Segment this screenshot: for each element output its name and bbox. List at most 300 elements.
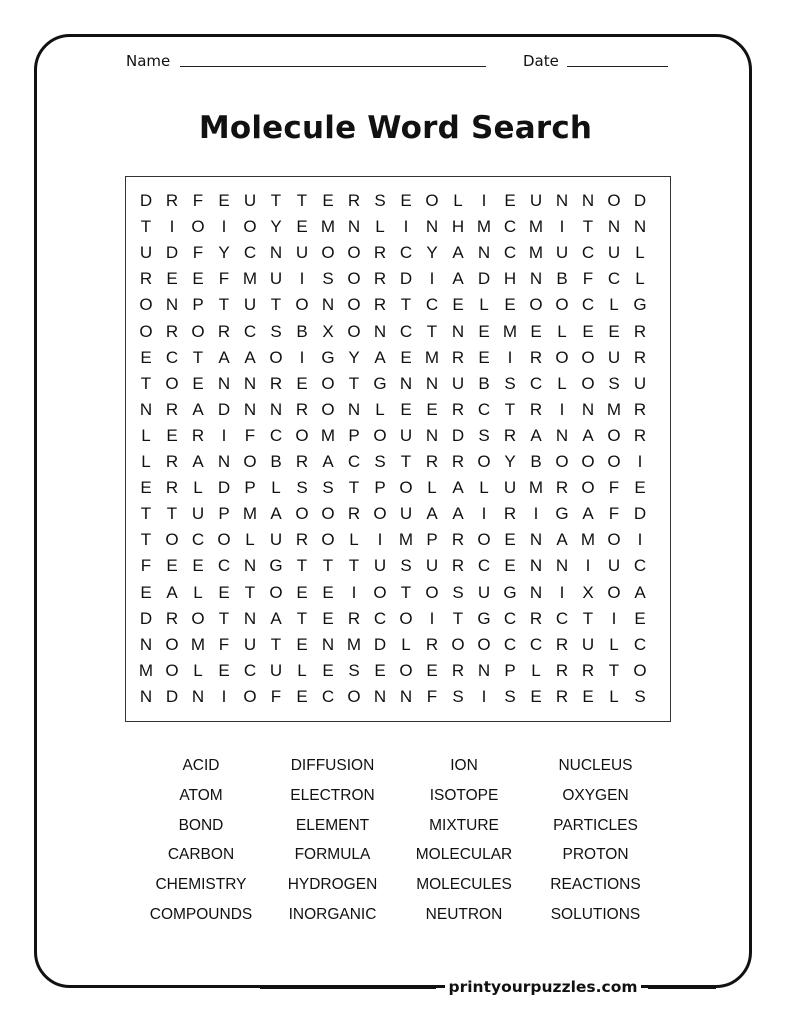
- grid-letter[interactable]: U: [399, 504, 413, 524]
- grid-letter[interactable]: R: [347, 608, 361, 628]
- grid-letter[interactable]: R: [555, 660, 569, 680]
- grid-letter[interactable]: N: [477, 660, 491, 680]
- grid-letter[interactable]: R: [165, 608, 179, 628]
- grid-letter[interactable]: O: [399, 660, 413, 680]
- grid-letter[interactable]: I: [403, 217, 409, 237]
- grid-letter[interactable]: A: [192, 452, 204, 471]
- grid-letter[interactable]: L: [271, 478, 281, 498]
- grid-letter[interactable]: E: [322, 608, 334, 628]
- grid-letter[interactable]: N: [321, 295, 335, 315]
- grid-letter[interactable]: L: [193, 582, 203, 602]
- grid-letter[interactable]: N: [217, 452, 231, 471]
- grid-letter[interactable]: N: [269, 243, 283, 263]
- grid-letter[interactable]: M: [138, 660, 154, 680]
- grid-letter[interactable]: U: [243, 191, 257, 210]
- grid-letter[interactable]: E: [530, 686, 542, 706]
- grid-letter[interactable]: E: [478, 347, 490, 367]
- grid-letter[interactable]: O: [477, 530, 491, 550]
- grid-letter[interactable]: N: [555, 191, 569, 210]
- grid-letter[interactable]: M: [502, 321, 518, 341]
- grid-letter[interactable]: A: [218, 347, 230, 367]
- grid-letter[interactable]: O: [191, 608, 205, 628]
- grid-letter[interactable]: O: [581, 478, 595, 498]
- grid-letter[interactable]: F: [270, 686, 282, 706]
- grid-letter[interactable]: O: [347, 295, 361, 315]
- grid-letter[interactable]: H: [503, 269, 517, 289]
- grid-letter[interactable]: L: [141, 425, 151, 445]
- grid-letter[interactable]: G: [633, 295, 647, 315]
- grid-letter[interactable]: A: [582, 425, 594, 445]
- grid-letter[interactable]: M: [424, 347, 440, 367]
- grid-letter[interactable]: E: [296, 217, 308, 237]
- grid-letter[interactable]: F: [426, 686, 438, 706]
- grid-letter[interactable]: T: [582, 608, 594, 628]
- grid-letter[interactable]: B: [478, 373, 490, 393]
- grid-letter[interactable]: T: [296, 608, 308, 628]
- grid-letter[interactable]: T: [296, 191, 308, 210]
- grid-letter[interactable]: R: [529, 347, 543, 367]
- grid-letter[interactable]: E: [322, 660, 334, 680]
- grid-letter[interactable]: R: [165, 478, 179, 498]
- grid-letter[interactable]: R: [503, 425, 517, 445]
- grid-letter[interactable]: N: [581, 399, 595, 419]
- grid-letter[interactable]: R: [347, 191, 361, 210]
- grid-letter[interactable]: E: [296, 373, 308, 393]
- grid-letter[interactable]: U: [633, 373, 647, 393]
- grid-letter[interactable]: R: [373, 269, 387, 289]
- grid-letter[interactable]: I: [221, 686, 227, 706]
- grid-letter[interactable]: O: [347, 243, 361, 263]
- grid-letter[interactable]: O: [165, 373, 179, 393]
- grid-letter[interactable]: N: [399, 373, 413, 393]
- grid-letter[interactable]: T: [400, 452, 412, 471]
- grid-letter[interactable]: L: [479, 295, 489, 315]
- grid-letter[interactable]: R: [503, 504, 517, 524]
- grid-letter[interactable]: P: [426, 530, 438, 550]
- grid-letter[interactable]: E: [426, 660, 438, 680]
- grid-letter[interactable]: E: [218, 191, 230, 210]
- grid-letter[interactable]: O: [477, 634, 491, 654]
- grid-letter[interactable]: B: [530, 452, 542, 471]
- grid-letter[interactable]: F: [140, 556, 152, 576]
- grid-letter[interactable]: O: [555, 347, 569, 367]
- grid-letter[interactable]: S: [270, 321, 282, 341]
- grid-letter[interactable]: U: [191, 504, 205, 524]
- grid-letter[interactable]: T: [192, 347, 204, 367]
- grid-letter[interactable]: O: [581, 373, 595, 393]
- grid-letter[interactable]: N: [555, 556, 569, 576]
- grid-letter[interactable]: R: [451, 556, 465, 576]
- grid-letter[interactable]: M: [320, 217, 336, 237]
- grid-letter[interactable]: O: [165, 660, 179, 680]
- grid-letter[interactable]: C: [555, 608, 569, 628]
- grid-letter[interactable]: X: [582, 582, 594, 602]
- grid-letter[interactable]: O: [477, 452, 491, 471]
- grid-letter[interactable]: C: [529, 373, 543, 393]
- grid-letter[interactable]: O: [243, 686, 257, 706]
- grid-letter[interactable]: O: [165, 530, 179, 550]
- grid-letter[interactable]: S: [478, 425, 490, 445]
- grid-letter[interactable]: O: [139, 295, 153, 315]
- grid-letter[interactable]: N: [139, 634, 153, 654]
- grid-letter[interactable]: D: [165, 686, 179, 706]
- grid-letter[interactable]: P: [504, 660, 516, 680]
- grid-letter[interactable]: C: [503, 608, 517, 628]
- grid-letter[interactable]: C: [399, 243, 413, 263]
- grid-letter[interactable]: R: [581, 660, 595, 680]
- grid-letter[interactable]: N: [243, 373, 257, 393]
- grid-letter[interactable]: R: [139, 269, 153, 289]
- grid-letter[interactable]: U: [581, 634, 595, 654]
- grid-letter[interactable]: G: [321, 347, 335, 367]
- grid-letter[interactable]: A: [452, 269, 464, 289]
- grid-letter[interactable]: T: [426, 321, 438, 341]
- grid-letter[interactable]: N: [321, 634, 335, 654]
- grid-letter[interactable]: G: [503, 582, 517, 602]
- grid-letter[interactable]: I: [169, 217, 175, 237]
- grid-letter[interactable]: L: [141, 452, 151, 471]
- grid-letter[interactable]: N: [425, 217, 439, 237]
- grid-letter[interactable]: O: [321, 243, 335, 263]
- grid-letter[interactable]: L: [245, 530, 255, 550]
- grid-letter[interactable]: C: [399, 321, 413, 341]
- grid-letter[interactable]: E: [192, 373, 204, 393]
- grid-letter[interactable]: O: [191, 321, 205, 341]
- grid-letter[interactable]: I: [611, 608, 617, 628]
- grid-letter[interactable]: E: [166, 556, 178, 576]
- grid-letter[interactable]: U: [555, 243, 569, 263]
- grid-letter[interactable]: P: [192, 295, 204, 315]
- grid-letter[interactable]: C: [633, 634, 647, 654]
- grid-letter[interactable]: R: [555, 634, 569, 654]
- grid-letter[interactable]: C: [373, 608, 387, 628]
- grid-letter[interactable]: L: [375, 217, 385, 237]
- grid-letter[interactable]: O: [425, 582, 439, 602]
- grid-letter[interactable]: G: [269, 556, 283, 576]
- grid-letter[interactable]: E: [140, 347, 152, 367]
- grid-letter[interactable]: R: [451, 399, 465, 419]
- grid-letter[interactable]: D: [477, 269, 491, 289]
- grid-letter[interactable]: C: [217, 556, 231, 576]
- grid-letter[interactable]: Y: [270, 217, 282, 237]
- grid-letter[interactable]: E: [140, 582, 152, 602]
- grid-letter[interactable]: N: [191, 686, 205, 706]
- grid-letter[interactable]: E: [634, 608, 646, 628]
- grid-letter[interactable]: O: [269, 347, 283, 367]
- grid-letter[interactable]: O: [295, 504, 309, 524]
- grid-letter[interactable]: R: [555, 478, 569, 498]
- grid-letter[interactable]: L: [609, 634, 619, 654]
- grid-letter[interactable]: S: [634, 686, 646, 706]
- grid-letter[interactable]: T: [218, 608, 230, 628]
- grid-letter[interactable]: U: [607, 347, 621, 367]
- grid-letter[interactable]: M: [528, 217, 544, 237]
- grid-letter[interactable]: L: [635, 243, 645, 263]
- grid-letter[interactable]: E: [296, 686, 308, 706]
- grid-letter[interactable]: N: [633, 217, 647, 237]
- grid-letter[interactable]: T: [582, 217, 594, 237]
- grid-letter[interactable]: N: [529, 269, 543, 289]
- grid-letter[interactable]: F: [582, 269, 594, 289]
- grid-letter[interactable]: N: [529, 582, 543, 602]
- grid-letter[interactable]: I: [429, 608, 435, 628]
- grid-letter[interactable]: R: [347, 504, 361, 524]
- grid-letter[interactable]: C: [477, 556, 491, 576]
- grid-letter[interactable]: O: [581, 452, 595, 471]
- grid-letter[interactable]: R: [165, 321, 179, 341]
- grid-letter[interactable]: O: [191, 217, 205, 237]
- grid-letter[interactable]: Y: [218, 243, 230, 263]
- grid-letter[interactable]: N: [347, 217, 361, 237]
- grid-letter[interactable]: T: [296, 556, 308, 576]
- grid-letter[interactable]: L: [427, 478, 437, 498]
- grid-letter[interactable]: O: [243, 217, 257, 237]
- grid-letter[interactable]: N: [139, 399, 153, 419]
- grid-letter[interactable]: F: [218, 269, 230, 289]
- grid-letter[interactable]: A: [374, 347, 386, 367]
- grid-letter[interactable]: G: [373, 373, 387, 393]
- grid-letter[interactable]: F: [244, 425, 256, 445]
- grid-letter[interactable]: I: [559, 217, 565, 237]
- grid-letter[interactable]: T: [140, 530, 152, 550]
- grid-letter[interactable]: N: [373, 686, 387, 706]
- grid-letter[interactable]: S: [296, 478, 308, 498]
- grid-letter[interactable]: E: [374, 660, 386, 680]
- grid-letter[interactable]: G: [477, 608, 491, 628]
- grid-letter[interactable]: E: [166, 269, 178, 289]
- grid-letter[interactable]: C: [477, 399, 491, 419]
- grid-letter[interactable]: O: [321, 373, 335, 393]
- grid-letter[interactable]: E: [504, 191, 516, 210]
- grid-letter[interactable]: O: [529, 295, 543, 315]
- grid-letter[interactable]: R: [633, 425, 647, 445]
- grid-letter[interactable]: O: [633, 660, 647, 680]
- grid-letter[interactable]: D: [633, 191, 647, 210]
- grid-letter[interactable]: E: [634, 478, 646, 498]
- grid-letter[interactable]: C: [347, 452, 361, 471]
- grid-letter[interactable]: I: [507, 347, 513, 367]
- grid-letter[interactable]: I: [481, 504, 487, 524]
- grid-letter[interactable]: D: [217, 478, 231, 498]
- grid-letter[interactable]: R: [425, 634, 439, 654]
- grid-letter[interactable]: R: [165, 399, 179, 419]
- grid-letter[interactable]: N: [139, 686, 153, 706]
- grid-letter[interactable]: O: [607, 452, 621, 471]
- grid-letter[interactable]: O: [581, 347, 595, 367]
- grid-letter[interactable]: R: [269, 373, 283, 393]
- grid-letter[interactable]: L: [193, 478, 203, 498]
- grid-letter[interactable]: P: [374, 478, 386, 498]
- grid-letter[interactable]: D: [139, 191, 153, 210]
- grid-letter[interactable]: I: [585, 556, 591, 576]
- grid-letter[interactable]: Y: [426, 243, 438, 263]
- grid-letter[interactable]: R: [451, 347, 465, 367]
- grid-letter[interactable]: I: [351, 582, 357, 602]
- grid-letter[interactable]: O: [555, 452, 569, 471]
- grid-letter[interactable]: D: [633, 504, 647, 524]
- grid-letter[interactable]: L: [453, 191, 463, 210]
- grid-letter[interactable]: S: [374, 191, 386, 210]
- grid-letter[interactable]: L: [375, 399, 385, 419]
- grid-letter[interactable]: I: [481, 686, 487, 706]
- grid-letter[interactable]: B: [296, 321, 308, 341]
- grid-letter[interactable]: L: [557, 321, 567, 341]
- grid-letter[interactable]: N: [373, 321, 387, 341]
- grid-letter[interactable]: T: [166, 504, 178, 524]
- grid-letter[interactable]: T: [348, 556, 360, 576]
- grid-letter[interactable]: C: [581, 243, 595, 263]
- grid-letter[interactable]: N: [425, 425, 439, 445]
- grid-letter[interactable]: A: [244, 347, 256, 367]
- grid-letter[interactable]: S: [608, 373, 620, 393]
- grid-letter[interactable]: Y: [504, 452, 516, 471]
- grid-letter[interactable]: O: [347, 321, 361, 341]
- grid-letter[interactable]: L: [193, 660, 203, 680]
- grid-letter[interactable]: U: [399, 425, 413, 445]
- grid-letter[interactable]: C: [243, 321, 257, 341]
- grid-letter[interactable]: N: [165, 295, 179, 315]
- grid-letter[interactable]: I: [299, 347, 305, 367]
- grid-letter[interactable]: N: [347, 399, 361, 419]
- grid-letter[interactable]: L: [609, 295, 619, 315]
- grid-letter[interactable]: E: [582, 686, 594, 706]
- grid-letter[interactable]: N: [243, 556, 257, 576]
- grid-letter[interactable]: R: [165, 191, 179, 210]
- grid-letter[interactable]: C: [191, 530, 205, 550]
- grid-letter[interactable]: R: [451, 660, 465, 680]
- grid-letter[interactable]: L: [635, 269, 645, 289]
- grid-letter[interactable]: M: [346, 634, 362, 654]
- grid-letter[interactable]: I: [299, 269, 305, 289]
- grid-letter[interactable]: O: [607, 530, 621, 550]
- grid-letter[interactable]: U: [139, 243, 153, 263]
- grid-letter[interactable]: C: [425, 295, 439, 315]
- grid-letter[interactable]: M: [528, 478, 544, 498]
- grid-letter[interactable]: A: [582, 504, 594, 524]
- grid-letter[interactable]: S: [322, 269, 334, 289]
- grid-letter[interactable]: D: [165, 243, 179, 263]
- grid-letter[interactable]: O: [347, 269, 361, 289]
- grid-letter[interactable]: A: [270, 608, 282, 628]
- grid-letter[interactable]: S: [374, 452, 386, 471]
- grid-letter[interactable]: C: [503, 243, 517, 263]
- grid-letter[interactable]: E: [400, 347, 412, 367]
- grid-letter[interactable]: R: [529, 608, 543, 628]
- grid-letter[interactable]: O: [295, 425, 309, 445]
- grid-letter[interactable]: C: [607, 269, 621, 289]
- grid-letter[interactable]: E: [140, 478, 152, 498]
- grid-letter[interactable]: N: [217, 373, 231, 393]
- grid-letter[interactable]: T: [140, 217, 152, 237]
- grid-letter[interactable]: E: [400, 191, 412, 210]
- grid-letter[interactable]: M: [190, 634, 206, 654]
- grid-letter[interactable]: E: [504, 295, 516, 315]
- grid-letter[interactable]: N: [269, 399, 283, 419]
- grid-letter[interactable]: B: [556, 269, 568, 289]
- grid-letter[interactable]: L: [609, 686, 619, 706]
- grid-letter[interactable]: P: [244, 478, 256, 498]
- grid-letter[interactable]: Y: [348, 347, 360, 367]
- grid-letter[interactable]: E: [218, 660, 230, 680]
- grid-letter[interactable]: R: [217, 321, 231, 341]
- grid-letter[interactable]: R: [191, 425, 205, 445]
- grid-letter[interactable]: F: [218, 634, 230, 654]
- grid-letter[interactable]: A: [634, 582, 646, 602]
- grid-letter[interactable]: O: [607, 191, 621, 210]
- grid-letter[interactable]: M: [242, 504, 258, 524]
- grid-letter[interactable]: E: [322, 582, 334, 602]
- grid-letter[interactable]: L: [401, 634, 411, 654]
- grid-letter[interactable]: S: [504, 373, 516, 393]
- grid-letter[interactable]: A: [192, 399, 204, 419]
- grid-letter[interactable]: G: [555, 504, 569, 524]
- grid-letter[interactable]: A: [426, 504, 438, 524]
- grid-letter[interactable]: R: [295, 399, 309, 419]
- grid-letter[interactable]: T: [140, 504, 152, 524]
- grid-letter[interactable]: T: [348, 373, 360, 393]
- grid-letter[interactable]: F: [192, 243, 204, 263]
- grid-letter[interactable]: T: [608, 660, 620, 680]
- grid-letter[interactable]: O: [451, 634, 465, 654]
- grid-letter[interactable]: R: [633, 347, 647, 367]
- grid-letter[interactable]: L: [531, 660, 541, 680]
- grid-letter[interactable]: O: [321, 504, 335, 524]
- grid-letter[interactable]: E: [478, 321, 490, 341]
- grid-letter[interactable]: T: [400, 582, 412, 602]
- grid-letter[interactable]: I: [377, 530, 383, 550]
- date-line[interactable]: [567, 66, 668, 67]
- grid-letter[interactable]: U: [607, 243, 621, 263]
- grid-letter[interactable]: O: [321, 399, 335, 419]
- grid-letter[interactable]: O: [607, 425, 621, 445]
- grid-letter[interactable]: O: [217, 530, 231, 550]
- grid-letter[interactable]: S: [400, 556, 412, 576]
- grid-letter[interactable]: R: [451, 530, 465, 550]
- grid-letter[interactable]: R: [529, 399, 543, 419]
- grid-letter[interactable]: U: [243, 634, 257, 654]
- name-line[interactable]: [180, 66, 486, 67]
- grid-letter[interactable]: C: [503, 217, 517, 237]
- grid-letter[interactable]: A: [530, 425, 542, 445]
- grid-letter[interactable]: O: [295, 295, 309, 315]
- grid-letter[interactable]: O: [269, 582, 283, 602]
- grid-letter[interactable]: O: [373, 425, 387, 445]
- grid-letter[interactable]: M: [606, 399, 622, 419]
- grid-letter[interactable]: E: [530, 321, 542, 341]
- grid-letter[interactable]: U: [269, 660, 283, 680]
- grid-letter[interactable]: C: [243, 660, 257, 680]
- grid-letter[interactable]: I: [637, 530, 643, 550]
- grid-letter[interactable]: L: [297, 660, 307, 680]
- grid-letter[interactable]: A: [452, 243, 464, 263]
- grid-letter[interactable]: T: [322, 556, 334, 576]
- grid-letter[interactable]: F: [192, 191, 204, 210]
- grid-letter[interactable]: I: [429, 269, 435, 289]
- grid-letter[interactable]: C: [529, 634, 543, 654]
- grid-letter[interactable]: N: [529, 556, 543, 576]
- grid-letter[interactable]: S: [504, 686, 516, 706]
- grid-letter[interactable]: M: [580, 530, 596, 550]
- grid-letter[interactable]: A: [166, 582, 178, 602]
- grid-letter[interactable]: N: [243, 399, 257, 419]
- grid-letter[interactable]: D: [373, 634, 387, 654]
- grid-letter[interactable]: U: [295, 243, 309, 263]
- grid-letter[interactable]: E: [218, 582, 230, 602]
- grid-letter[interactable]: S: [348, 660, 360, 680]
- grid-letter[interactable]: N: [529, 530, 543, 550]
- grid-letter[interactable]: T: [218, 295, 230, 315]
- grid-letter[interactable]: A: [270, 504, 282, 524]
